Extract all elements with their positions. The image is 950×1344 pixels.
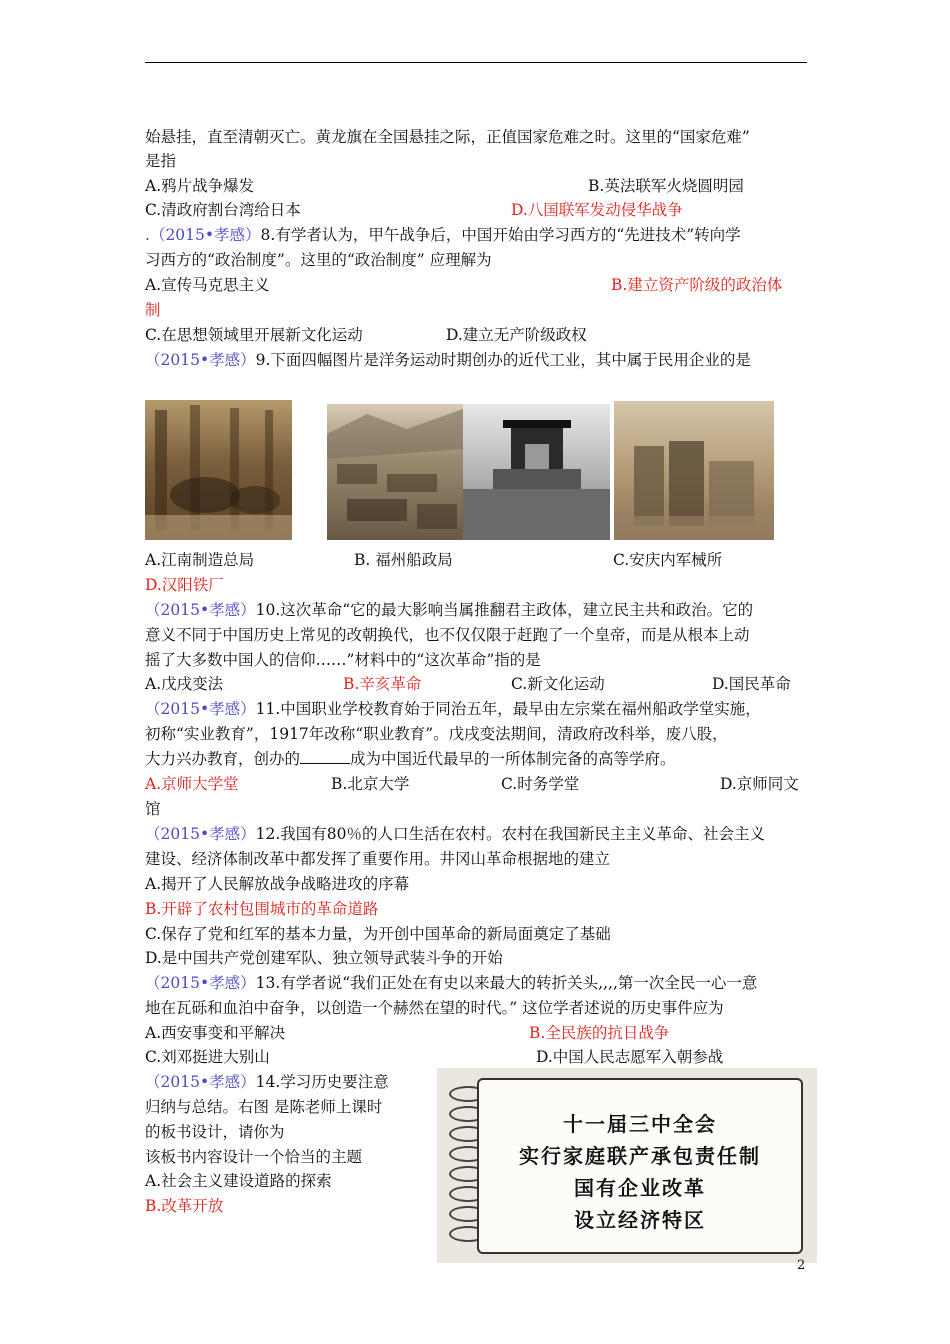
q7-option-d-answer: D.八国联军发动侵华战争 xyxy=(511,201,683,219)
q11-option-c: C.时务学堂 xyxy=(501,775,580,793)
shipyard-aerial-image xyxy=(327,404,463,540)
factory-interior-image xyxy=(145,400,292,540)
q9-option-b: B. 福州船政局 xyxy=(354,551,453,569)
q11-source: （2015•孝感） xyxy=(145,700,256,718)
q11-stem-line1 xyxy=(145,698,761,720)
q12-option-c: C.保存了党和红军的基本力量，为开创中国革命的新局面奠定了基础 xyxy=(145,925,611,943)
arsenal-gate-image xyxy=(463,404,610,540)
q10-stem-line1 xyxy=(145,599,753,621)
header-rule xyxy=(145,62,807,63)
q8-option-b-answer-cont: 制 xyxy=(145,301,161,319)
jiangnan-arsenal-photo xyxy=(145,400,292,540)
q14-stem-line4: 该板书内容设计一个恰当的主题 xyxy=(145,1148,363,1166)
q10-option-b-answer: B.辛亥革命 xyxy=(343,675,422,693)
q12-option-a: A.揭开了人民解放战争战略进攻的序幕 xyxy=(145,875,410,893)
q10-source: （2015•孝感） xyxy=(145,601,256,619)
q13-stem-line1 xyxy=(145,972,757,994)
q10-stem-text: 10.这次革命“它的最大影响当属推翻君主政体，建立民主共和政治。它的 xyxy=(255,601,754,619)
fuzhou-shipyard-photo xyxy=(327,404,463,540)
q11-option-a-answer: A.京师大学堂 xyxy=(145,775,239,793)
ironworks-furnace-image xyxy=(614,401,774,540)
q8-option-d: D.建立无产阶级政权 xyxy=(446,326,587,344)
q13-stem-line2: 地在瓦砾和血泊中奋争，以创造一个赫然在望的时代。” 这位学者述说的历史事件应为 xyxy=(145,999,724,1017)
q12-stem-text: 12.我国有80％的人口生活在农村。农村在我国新民主主义革命、社会主义 xyxy=(255,825,765,843)
q13-stem-text: 13.有学者说“我们正处在有史以来最大的转折关头,,,,第一次全民一心一意 xyxy=(255,974,758,992)
q14-stem-line3: 的板书设计，请你为 xyxy=(145,1123,285,1141)
q8-option-c: C.在思想领域里开展新文化运动 xyxy=(145,326,363,344)
q12-source: （2015•孝感） xyxy=(145,825,256,843)
q12-option-d: D.是中国共产党创建军队、独立领导武装斗争的开始 xyxy=(145,949,503,967)
board-line-3: 国有企业改革 xyxy=(574,1176,706,1200)
q13-source: （2015•孝感） xyxy=(145,974,256,992)
board-line-4: 设立经济特区 xyxy=(574,1208,706,1232)
page-number: 2 xyxy=(797,1258,806,1273)
q11-stem-text-a: 大力兴办教育，创办的 xyxy=(145,750,301,768)
q9-stem-text: 9.下面四幅图片是洋务运动时期创办的近代工业，其中属于民用企业的是 xyxy=(255,351,751,369)
q11-option-b: B.北京大学 xyxy=(331,775,410,793)
q9-source: （2015•孝感） xyxy=(145,351,256,369)
q9-option-c: C.安庆内军械所 xyxy=(613,551,723,569)
blackboard-notebook-image xyxy=(437,1068,817,1263)
q10-option-a: A.戊戌变法 xyxy=(145,675,224,693)
q9-stem xyxy=(145,349,751,371)
q11-stem-text: 11.中国职业学校教育始于同治五年，最早由左宗棠在福州船政学堂实施， xyxy=(255,700,761,718)
q14-stem-line2: 归纳与总结。右图 是陈老师上课时 xyxy=(145,1098,383,1116)
q11-answer-blank xyxy=(300,749,350,764)
q7-option-c: C.清政府割台湾给日本 xyxy=(145,201,301,219)
q8-option-b-answer: B.建立资产阶级的政治体 xyxy=(611,276,783,294)
q10-stem-line2: 意义不同于中国历史上常见的改朝换代，也不仅仅限于赶跑了一个皇帝，而是从根本上动 xyxy=(145,626,750,644)
q7-stem-line2: 是指 xyxy=(145,152,177,170)
anqing-arsenal-photo xyxy=(463,404,610,540)
q14-option-b-answer: B.改革开放 xyxy=(145,1197,224,1215)
q12-stem-line2: 建设、经济体制改革中都发挥了重要作用。井冈山革命根据地的建立 xyxy=(145,850,611,868)
q14-stem-line1 xyxy=(145,1071,389,1093)
q11-stem-text-b: 成为中国近代最早的一所体制完备的高等学府。 xyxy=(350,750,676,768)
q9-option-a: A.江南制造总局 xyxy=(145,551,255,569)
q11-stem-line3 xyxy=(145,748,676,770)
q11-stem-line2: 初称“实业教育”，1917年改称“职业教育”。戊戌变法期间，清政府改科举，废八股， xyxy=(145,725,728,743)
q8-source: （2015•孝感） xyxy=(149,226,261,244)
board-line-1: 十一届三中全会 xyxy=(563,1112,717,1136)
notebook-page xyxy=(477,1078,803,1254)
q7-option-a: A.鸦片战争爆发 xyxy=(145,177,255,195)
hanyang-ironworks-photo xyxy=(614,401,774,540)
q13-option-c: C.刘邓挺进大别山 xyxy=(145,1048,270,1066)
q11-option-d: D.京师同文 xyxy=(720,775,799,793)
q14-option-a: A.社会主义建设道路的探索 xyxy=(145,1172,332,1190)
q9-option-d-answer: D.汉阳铁厂 xyxy=(145,576,224,594)
q8-stem-text: 8.有学者认为，甲午战争后，中国开始由学习西方的“先进技术”转向学 xyxy=(260,226,741,244)
q10-stem-line3: 摇了大多数中国人的信仰……”材料中的“这次革命”指的是 xyxy=(145,651,541,669)
q12-stem-line1 xyxy=(145,823,765,845)
q14-source: （2015•孝感） xyxy=(145,1073,256,1091)
q13-option-b-answer: B.全民族的抗日战争 xyxy=(529,1024,670,1042)
q8-stem-line1 xyxy=(145,224,741,246)
q7-option-b: B.英法联军火烧圆明园 xyxy=(588,177,744,195)
q13-option-d: D.中国人民志愿军入朝参战 xyxy=(536,1048,724,1066)
q10-option-d: D.国民革命 xyxy=(712,675,791,693)
q8-mark: . xyxy=(145,226,150,244)
q10-option-c: C.新文化运动 xyxy=(511,675,605,693)
q13-option-a: A.西安事变和平解决 xyxy=(145,1024,286,1042)
board-line-2: 实行家庭联产承包责任制 xyxy=(519,1144,761,1168)
q7-stem-line1: 始悬挂，直至清朝灭亡。黄龙旗在全国悬挂之际，正值国家危难之时。这里的“国家危难” xyxy=(145,128,750,146)
q14-stem-text: 14.学习历史要注意 xyxy=(255,1073,389,1091)
q11-option-d-cont: 馆 xyxy=(145,800,161,818)
q8-option-a: A.宣传马克思主义 xyxy=(145,276,270,294)
q12-option-b-answer: B.开辟了农村包围城市的革命道路 xyxy=(145,900,379,918)
q8-stem-line2: 习西方的“政治制度”。这里的“政治制度” 应理解为 xyxy=(145,251,492,269)
